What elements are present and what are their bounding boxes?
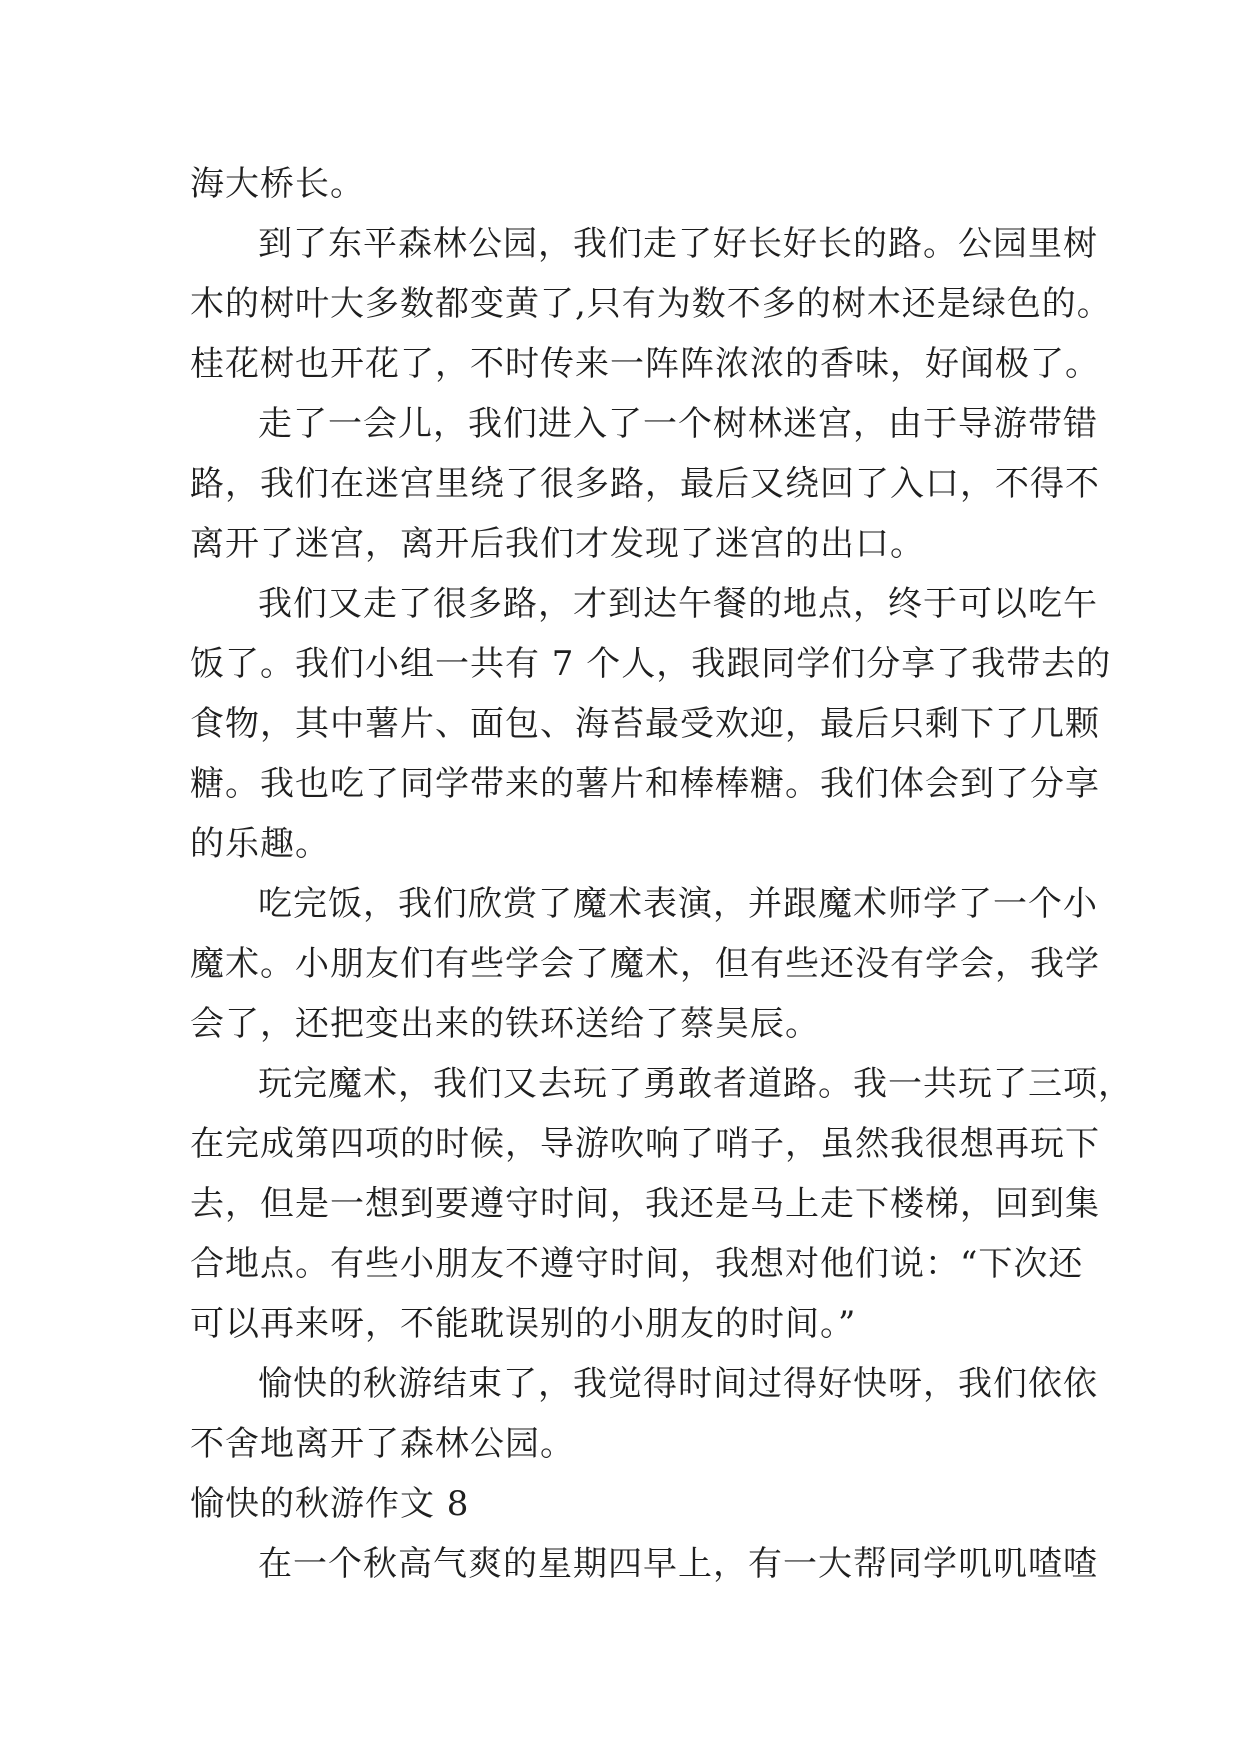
text-line: 合地点。有些小朋友不遵守时间，我想对他们说：“下次还: [190, 1244, 1084, 1284]
text-line: 会了，还把变出来的铁环送给了蔡昊辰。: [190, 1004, 820, 1044]
text-line: 去，但是一想到要遵守时间，我还是马上走下楼梯，回到集: [190, 1184, 1100, 1224]
text-line: 可以再来呀，不能耽误别的小朋友的时间。”: [190, 1304, 857, 1344]
section-heading: 愉快的秋游作文 8: [190, 1484, 470, 1524]
text-line: 饭了。我们小组一共有 7 个人，我跟同学们分享了我带去的: [190, 644, 1112, 684]
text-line: 在一个秋高气爽的星期四早上，有一大帮同学叽叽喳喳: [258, 1544, 1098, 1584]
text-line: 在完成第四项的时候，导游吹响了哨子，虽然我很想再玩下: [190, 1124, 1100, 1164]
text-line: 不舍地离开了森林公园。: [190, 1424, 575, 1464]
text-line: 我们又走了很多路，才到达午餐的地点，终于可以吃午: [258, 584, 1098, 624]
document-body: [190, 154, 1133, 1594]
paragraph: [190, 574, 1112, 874]
text-line: 的乐趣。: [190, 824, 330, 864]
paragraph: [190, 1354, 1098, 1474]
text-line: 魔术。小朋友们有些学会了魔术，但有些还没有学会，我学: [190, 944, 1100, 984]
text-line: 木的树叶大多数都变黄了,只有为数不多的树木还是绿色的。: [190, 284, 1112, 324]
paragraph: [190, 1534, 1098, 1594]
text-line: 走了一会儿，我们进入了一个树林迷宫，由于导游带错: [258, 404, 1098, 444]
paragraph: [190, 874, 1100, 1054]
text-line: 路，我们在迷宫里绕了很多路，最后又绕回了入口，不得不: [190, 464, 1100, 504]
paragraph: [190, 214, 1112, 394]
text-line: 愉快的秋游结束了，我觉得时间过得好快呀，我们依依: [258, 1364, 1098, 1404]
text-line: 海大桥长。: [190, 164, 365, 204]
text-line: 糖。我也吃了同学带来的薯片和棒棒糖。我们体会到了分享: [190, 764, 1100, 804]
text-line: 吃完饭，我们欣赏了魔术表演，并跟魔术师学了一个小: [258, 884, 1098, 924]
paragraph: [190, 154, 1050, 214]
text-line: 到了东平森林公园，我们走了好长好长的路。公园里树: [258, 224, 1098, 264]
paragraph: [190, 1054, 1133, 1354]
text-line: 桂花树也开花了，不时传来一阵阵浓浓的香味，好闻极了。: [190, 344, 1100, 384]
text-line: 离开了迷宫，离开后我们才发现了迷宫的出口。: [190, 524, 925, 564]
text-line: 玩完魔术，我们又去玩了勇敢者道路。我一共玩了三项，: [258, 1064, 1133, 1104]
paragraph: [190, 394, 1100, 574]
text-line: 食物，其中薯片、面包、海苔最受欢迎，最后只剩下了几颗: [190, 704, 1100, 744]
